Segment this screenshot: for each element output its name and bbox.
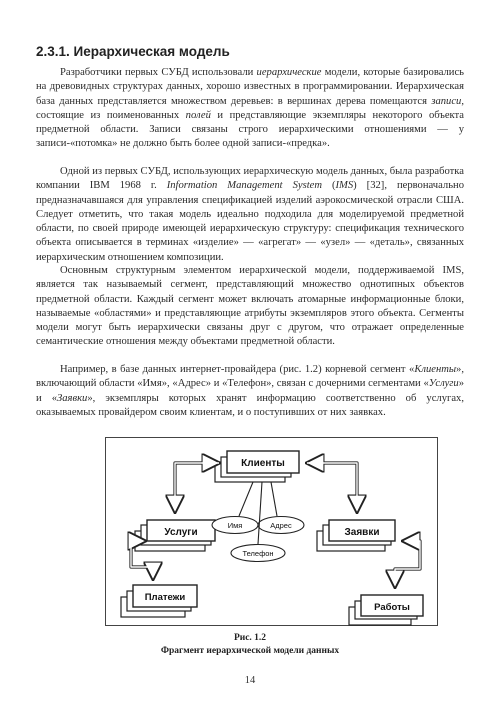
p2-text-a: Одной из первых СУБД, использующих иерархическую модель данных, была разработка компании IBM 1968 г. [36,166,464,192]
p4-text-c: », включающий области «Имя», «Адрес» и «Телефон», связан с дочерними сегментами « [36,364,464,390]
p4-term-requests: Заявки [57,392,88,404]
field-name [212,517,258,534]
paragraph-2 [36,165,464,265]
p1-text-g: и представляющие экземпляры некоторого объекта предметной области. Записи связаны строго иерархическими отношениями — у записи-«потомка» не должно быть более одной записи-«предка». [36,109,465,150]
segment-requests [317,520,395,551]
p2-text-c: ( [322,180,336,192]
p4-term-services: Услуги [428,378,459,390]
p1-text-e: , состоящие из поименованных [36,95,464,121]
p2-term-ims-full: Information Management System [166,180,322,192]
node-services-label: Услуги [164,527,198,538]
hierarchy-diagram [105,437,438,626]
p4-term-clients: Клиенты [414,364,457,375]
segment-services [135,520,215,551]
p4-text-g: », экземпляры которых хранят информацию соответственно об услугах, оказываемых провайдером своим клиентам, и о поступивших от них заявках. [36,392,464,418]
p1-term-fields: полей [185,109,211,121]
segment-clients [215,451,299,482]
node-payments-label: Платежи [144,592,186,603]
page-number: 14 [244,675,256,686]
segment-works [349,595,423,625]
node-clients-label: Клиенты [241,458,285,469]
figure-caption-text: Фрагмент иерархической модели данных [160,646,340,656]
p1-text-a: Разработчики первых СУБД использовали [60,67,257,78]
field-name-label: Имя [227,521,243,530]
paragraph-3 [36,264,464,350]
node-works-label: Работы [374,602,410,613]
segment-payments [121,585,197,617]
field-address [258,517,304,534]
section-title: 2.3.1. Иерархическая модель [36,44,230,59]
paragraph-1 [36,66,464,152]
field-phone [231,545,285,562]
field-address-label: Адрес [270,521,292,530]
p3-text: Основным структурным элементом иерархической модели, поддерживаемой IMS, является так называемый сегмент, представляющий множество однотипных объектов предметной области. Каждый сегмент может включать атомарные информационные блоки, называемые «областями» и представляющие атрибуты экземпляров этого объекта. Сегменты модели могут быть иерархически связаны друг с другом, что отражает определенные семантические отношения между объектами предметной области. [36,265,464,348]
field-phone-label: Телефон [242,549,274,558]
p4-text-a: Например, в базе данных интернет-провайдера (рис. 1.2) корневой сегмент « [60,364,415,375]
p1-term-records: записи [431,95,462,107]
node-requests-label: Заявки [344,527,380,538]
p2-term-ims: IMS [335,180,354,192]
field-connectors [239,482,277,544]
paragraph-4 [36,363,464,420]
p4-text-e: » и « [36,378,464,404]
figure-caption-label: Рис. 1.2 [233,633,267,643]
p2-text-e: ) [32], первоначально предназначавшаяся для управления спецификацией изделий аэрокосмической отрасли США. Следует отметить, что такая модель идеально подходила для моделируемой предметной области, по своей природе имеющей иерархическую структуру: спецификация технического объекта описывается в терминах «изделие» — «агрегат» — «узел» — «деталь», связанных иерархическим отношением композиции. [36,180,464,263]
p1-text-c: модели, которые базировались на древовидных структурах данных, хорошо известных в программировании. Иерархическая база данных представляется множеством деревьев: в вершинах дерева помещаются [36,67,464,107]
p1-term-hierarchical: иерархические [256,67,322,78]
